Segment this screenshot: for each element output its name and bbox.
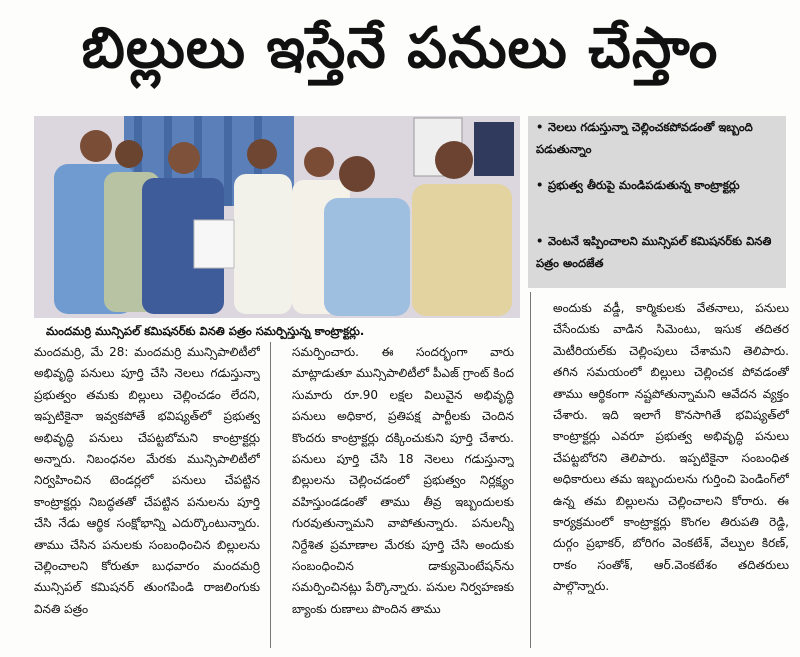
- article-column-1: మందమర్రి, మే 28: మందమర్రి మున్సిపాలిటీలో అభివృద్ధి పనులు పూర్తి చేసి నెలలు గడుస్తున్నా ప్రభుత్వం తమకు బిల్లులు చెల్లించడం లేదని, ఇప్పటికైనా ఇవ్వకపోతే భవిష్యత్‌లో ప్రభుత్వ అభివృద్ధి పనులు చేపట్టబోమని కాంట్రాక్టర్లు అన్నారు. నిబంధనల మేరకు మున్సిపాలిటీలో నిర్వహించిన టెండర్లలో పనులు చేపట్టిన కాంట్రాక్టర్లు నిబద్ధతతో చేపట్టిన పనులను పూర్తి చేసి నేడు ఆర్థిక సంక్షోభాన్ని ఎదుర్కొంటున్నారు. తాము చేసిన పనులకు సంబంధించిన బిల్లులను చెల్లించాలని కోరుతూ బుధవారం మందమర్రి మున్సిపల్ కమిషనర్ తుంగపిండి రాజలింగుకు వినతి పత్రం: [34, 345, 260, 616]
- column-divider: [270, 342, 271, 648]
- highlight-item: • వెంటనే ఇప్పించాలని మున్సిపల్ కమిషనర్‌కు వినతి పత్రం అందజేత: [536, 234, 772, 270]
- highlights-box: [528, 116, 786, 288]
- headline: బిల్లులు ఇస్తేనే పనులు చేస్తాం: [81, 15, 719, 81]
- column-divider: [530, 292, 531, 648]
- highlight-item: • నెలలు గడుస్తున్నా చెల్లించకపోవడంతో ఇబ్బంది పడుతున్నాం: [536, 120, 753, 156]
- highlight-item: • ప్రభుత్వ తీరుపై మండిపడుతున్న కాంట్రాక్టర్లు: [536, 178, 740, 192]
- article-column-3: అందుకు వడ్డీ, కార్మికులకు వేతనాలు, పనులు చేసేందుకు వాడిన సిమెంటు, ఇసుక తదితర మెటీరియల్‌కు చెల్లింపులు చేశామని తెలిపారు. తగిన సమయంలో బిల్లులు చెల్లించక పోవడంతో తాము ఆర్థికంగా నష్టపోతున్నామని ఆవేదన వ్యక్తం చేశారు. ఇది ఇలాగే కొనసాగితే భవిష్యత్‌లో కాంట్రాక్టర్లు ఎవరూ ప్రభుత్వ అభివృద్ధి పనులు చేపట్టబోరని తెలిపారు. ఇప్పటికైనా సంబంధిత అధికారులు తమ ఇబ్బందులను గుర్తించి పెండింగ్‌లో ఉన్న తమ బిల్లులను చెల్లించాలని కోరారు. ఈ కార్యక్రమంలో కాంట్రాక్టర్లు కొంగల తిరుపతి రెడ్డి, దుర్గం ప్రభాకర్, బోరిగం వెంకటేశ్, వేల్పుల కిరణ్, రాకం సంతోశ్, ఆర్.వెంకటేశం తదితరులు పాల్గొన్నారు.: [553, 301, 789, 594]
- photo-caption: మందమర్రి మున్సిపల్ కమిషనర్‌కు వినతి పత్రం సమర్పిస్తున్న కాంట్రాక్టర్లు.: [46, 323, 365, 338]
- news-photo: [34, 116, 520, 318]
- article-column-2: సమర్పించారు. ఈ సందర్భంగా వారు మాట్లాడుతూ మున్సిపాలిటీలో పీఎజ్ గ్రాంట్ కింద సుమారు రూ.90 లక్షల విలువైన అభివృద్ధి పనులు అధికార, ప్రతిపక్ష పార్టీలకు చెందిన కొందరు కాంట్రాక్టర్లు దక్కించుకుని పూర్తి చేశారు. పనులు పూర్తి చేసి 18 నెలలు గడుస్తున్నా బిల్లులను చెల్లించడంలో ప్రభుత్వం నిర్లక్ష్యం వహిస్తుండడంతో తాము తీవ్ర ఇబ్బందులకు గురవుతున్నామని వాపోతున్నారు. పనులన్నీ నిర్దేశిత ప్రమాణాల మేరకు పూర్తి చేసి అందుకు సంబంధించిన డాక్యుమెంటేషన్‌ను సమర్పించినట్లు పేర్కొన్నారు. పనుల నిర్వహణకు బ్యాంకు రుణాలు పొందిన తాము: [292, 345, 514, 616]
